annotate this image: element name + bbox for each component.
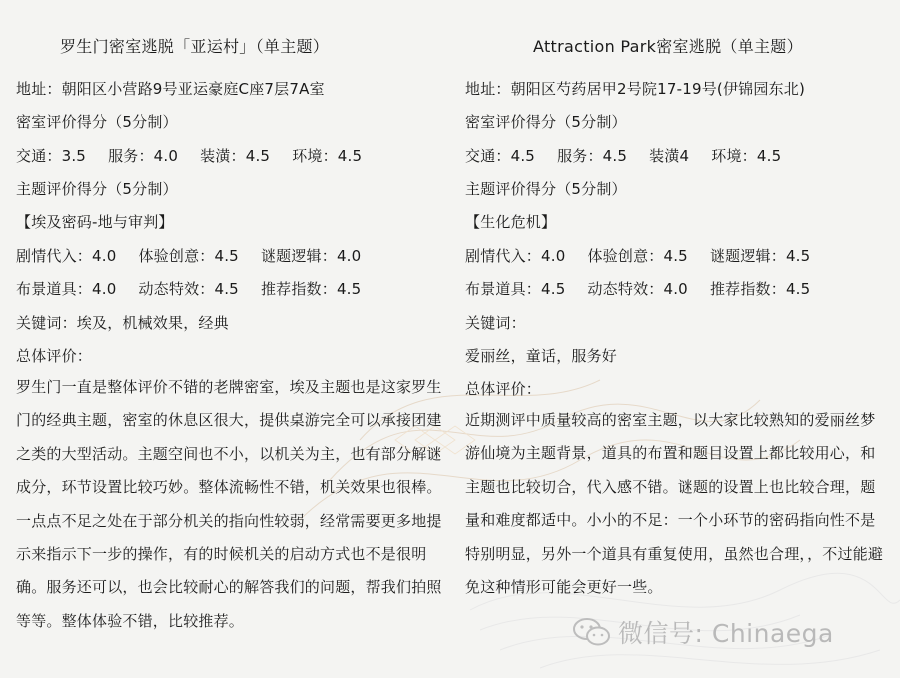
score-decor: 装潢：4.5 (200, 147, 271, 165)
watermark-text: 微信号: Chinaega (618, 619, 834, 648)
score-props: 布景道具：4.5 (465, 280, 566, 298)
score-puzzle-logic: 谜题逻辑：4.5 (709, 247, 811, 265)
left-keywords: 关键词：埃及，机械效果，经典 (16, 314, 229, 332)
score-traffic: 交通：3.5 (16, 147, 87, 165)
score-environment: 环境：4.5 (292, 147, 363, 165)
left-venue-heading: 密室评价得分（5分制） (16, 113, 178, 131)
right-venue-scores (465, 145, 781, 166)
score-recommend: 推荐指数：4.5 (709, 280, 811, 298)
left-title: 罗生门密室逃脱「亚运村」（单主题） (60, 37, 330, 56)
left-scores-row2 (16, 278, 361, 299)
score-story: 剧情代入：4.0 (16, 247, 117, 265)
score-service: 服务：4.0 (108, 147, 179, 165)
left-scores-row1 (16, 245, 361, 266)
right-theme-name: 【生化危机】 (465, 213, 557, 231)
score-creativity: 体验创意：4.5 (587, 247, 688, 265)
right-title: Attraction Park密室逃脱（单主题） (533, 37, 803, 56)
right-overall-label: 总体评价： (465, 380, 542, 398)
score-effects: 动态特效：4.5 (138, 280, 239, 298)
score-recommend: 推荐指数：4.5 (260, 280, 362, 298)
right-scores-row1 (465, 245, 810, 266)
score-service: 服务：4.5 (557, 147, 628, 165)
left-address: 地址：朝阳区小营路9号亚运豪庭C座7层7A室 (16, 80, 325, 98)
score-props: 布景道具：4.0 (16, 280, 117, 298)
score-creativity: 体验创意：4.5 (138, 247, 239, 265)
right-theme-heading: 主题评价得分（5分制） (465, 180, 627, 198)
score-traffic: 交通：4.5 (465, 147, 536, 165)
right-review: 近期测评中质量较高的密室主题，以大家比较熟知的爱丽丝梦游仙境为主题背景，道具的布置和题目设置上都比较用心，和主题也比较切合，代入感不错。谜题的设置上也比较合理，题量和难度都适中。小小的不足：一个小环节的密码指向性不是特别明显，另外一个道具有重复使用，虽然也合理，，不过能避免这种情形可能会更好一些。 (465, 411, 884, 597)
right-keywords-value: 爱丽丝，童话，服务好 (465, 347, 618, 365)
right-keywords-label: 关键词： (465, 314, 526, 332)
wechat-watermark (572, 612, 834, 652)
wechat-icon (572, 617, 612, 647)
right-venue-heading: 密室评价得分（5分制） (465, 113, 627, 131)
score-effects: 动态特效：4.0 (587, 280, 688, 298)
left-review: 罗生门一直是整体评价不错的老牌密室，埃及主题也是这家罗生门的经典主题，密室的休息区很大，提供桌游完全可以承接团建之类的大型活动。主题空间也不小，以机关为主，也有部分解谜成分，环节设置比较巧妙。整体流畅性不错，机关效果也很棒。一点点不足之处在于部分机关的指向性较弱，经常需要更多地提示来指示下一步的操作，有的时候机关的启动方式也不是很明确。服务还可以，也会比较耐心的解答我们的问题，帮我们拍照等等。整体体验不错，比较推荐。 (16, 378, 442, 630)
score-decor: 装潢4 (649, 147, 690, 165)
right-address: 地址：朝阳区芍药居甲2号院17-19号(伊锦园东北) (465, 80, 806, 98)
score-environment: 环境：4.5 (711, 147, 782, 165)
left-theme-heading: 主题评价得分（5分制） (16, 180, 178, 198)
score-puzzle-logic: 谜题逻辑：4.0 (260, 247, 362, 265)
score-story: 剧情代入：4.0 (465, 247, 566, 265)
left-overall-label: 总体评价： (16, 347, 93, 365)
right-scores-row2 (465, 278, 810, 299)
left-theme-name: 【埃及密码-地与审判】 (16, 213, 174, 231)
left-venue-scores (16, 145, 362, 166)
